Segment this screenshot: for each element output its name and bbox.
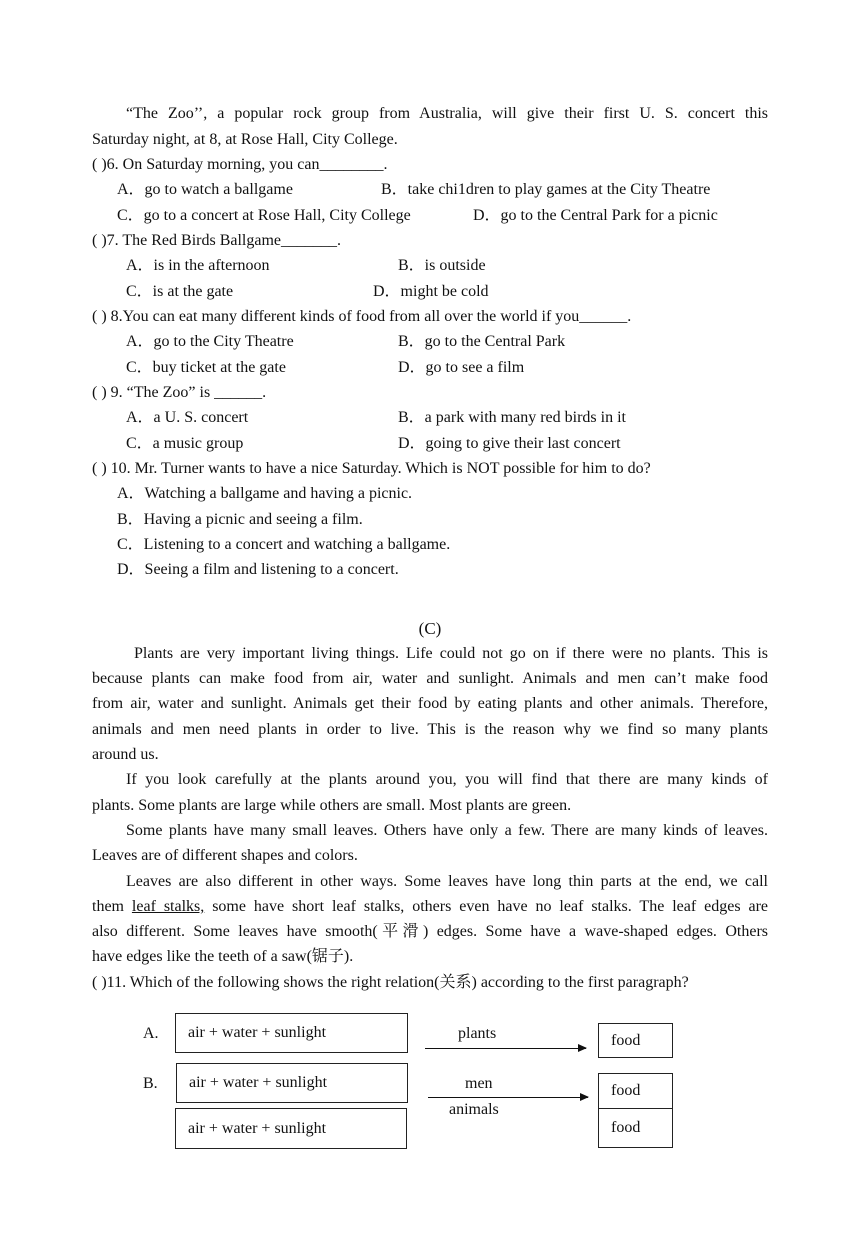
question-8-option-a: A．go to the City Theatre — [126, 333, 294, 350]
paragraph-1-line: around us. — [92, 746, 159, 763]
question-9-stem: ( ) 9. “The Zoo” is ______. — [92, 384, 267, 401]
question-8-option-c: C．buy ticket at the gate — [126, 359, 286, 376]
passage-text-line: Saturday night, at 8, at Rose Hall, City College. — [92, 131, 398, 148]
diagram-a-input-box — [175, 1013, 408, 1053]
paragraph-3-line: Some plants have many small leaves. Others have only a few. There are many kinds of leaves. — [126, 822, 768, 839]
paragraph-1-line: from air, water and sunlight. Animals get their food by eating plants and other animals. Therefore, — [92, 695, 768, 712]
question-9-option-d: D．going to give their last concert — [398, 435, 621, 452]
paragraph-2-line: If you look carefully at the plants around you, you will find that there are many kinds of — [126, 771, 768, 788]
question-7-option-d: D．might be cold — [373, 283, 489, 300]
diagram-a-output-text: food — [611, 1031, 641, 1049]
paragraph-2-line: plants. Some plants are large while others are small. Most plants are green. — [92, 797, 572, 814]
paragraph-1-line: Plants are very important living things. Life could not go on if there were no plants. This is — [134, 645, 768, 662]
diagram-b-input-box-2 — [175, 1108, 407, 1149]
question-8-option-d: D．go to see a film — [398, 359, 525, 376]
paragraph-4-text: some have short leaf stalks, others even have no leaf stalks. The leaf edges are — [204, 898, 769, 915]
diagram-b-arrow-label-bottom: animals — [449, 1101, 499, 1118]
paragraph-4-line: have edges like the teeth of a saw(锯子). — [92, 948, 354, 965]
passage-text-line: “The Zoo’’, a popular rock group from Australia, will give their first U. S. concert this — [126, 105, 768, 122]
paragraph-4-text: them — [92, 898, 132, 915]
leaf-stalks-term: leaf stalks, — [131, 898, 205, 915]
diagram-option-a-label: A. — [143, 1025, 159, 1042]
diagram-b-arrow-label-top: men — [465, 1075, 493, 1092]
diagram-a-arrow-label: plants — [458, 1025, 497, 1042]
paragraph-4-line: Leaves are also different in other ways. Some leaves have long thin parts at the end, we call — [126, 873, 768, 890]
question-8-stem: ( ) 8.You can eat many different kinds of food from all over the world if you______. — [92, 308, 632, 325]
diagram-option-b-label: B. — [143, 1075, 158, 1092]
section-c-heading: (C) — [418, 619, 442, 638]
diagram-a-input-text: air + water + sunlight — [188, 1024, 327, 1041]
question-7-option-b: B．is outside — [398, 257, 486, 274]
question-9-option-b: B．a park with many red birds in it — [398, 409, 626, 426]
diagram-b-input-box-1 — [176, 1063, 408, 1103]
question-7-option-a: A．is in the afternoon — [126, 257, 270, 274]
diagram-b-output-box-2 — [598, 1108, 673, 1148]
question-6-option-b: B．take chi1dren to play games at the City Theatre — [381, 181, 711, 198]
question-6-option-d: D．go to the Central Park for a picnic — [473, 207, 718, 224]
diagram-a-output-box — [598, 1023, 673, 1058]
question-10-option-a: A．Watching a ballgame and having a picnic. — [117, 485, 413, 502]
diagram-b-arrow — [428, 1097, 588, 1098]
diagram-a-arrow — [425, 1048, 586, 1049]
paragraph-4-line: also different. Some leaves have smooth(平滑) edges. Some have a wave-shaped edges. Others — [92, 923, 768, 940]
question-11-stem: ( )11. Which of the following shows the right relation(关系) according to the first paragraph? — [92, 974, 689, 991]
question-10-option-b: B．Having a picnic and seeing a film. — [117, 511, 363, 528]
diagram-b-input-text-1: air + water + sunlight — [189, 1074, 328, 1091]
paragraph-1-line: because plants can make food from air, water and sunlight. Animals and men can’t make food — [92, 670, 768, 687]
question-10-option-d: D．Seeing a film and listening to a concert. — [117, 561, 399, 578]
question-8-option-b: B．go to the Central Park — [398, 333, 566, 350]
paragraph-3-line: Leaves are of different shapes and colors. — [92, 847, 358, 864]
question-10-option-c: C．Listening to a concert and watching a ballgame. — [117, 536, 451, 553]
question-7-option-c: C．is at the gate — [126, 283, 234, 300]
question-6-option-c: C．go to a concert at Rose Hall, City College — [117, 207, 411, 224]
question-6-stem: ( )6. On Saturday morning, you can________. — [92, 156, 388, 173]
question-6-option-a: A．go to watch a ballgame — [117, 181, 293, 198]
paragraph-4-line — [92, 897, 768, 917]
diagram-b-output-text-1: food — [611, 1082, 641, 1099]
diagram-b-output-text-2: food — [611, 1119, 641, 1136]
diagram-b-input-text-2: air + water + sunlight — [188, 1119, 327, 1137]
paragraph-1-line: animals and men need plants in order to live. This is the reason why we find so many plants — [92, 721, 768, 738]
question-10-stem: ( ) 10. Mr. Turner wants to have a nice Saturday. Which is NOT possible for him to do? — [92, 460, 651, 477]
question-7-stem: ( )7. The Red Birds Ballgame_______. — [92, 232, 341, 249]
question-9-option-a: A．a U. S. concert — [126, 409, 249, 426]
diagram-b-output-box-1 — [598, 1073, 673, 1109]
question-9-option-c: C．a music group — [126, 435, 244, 452]
